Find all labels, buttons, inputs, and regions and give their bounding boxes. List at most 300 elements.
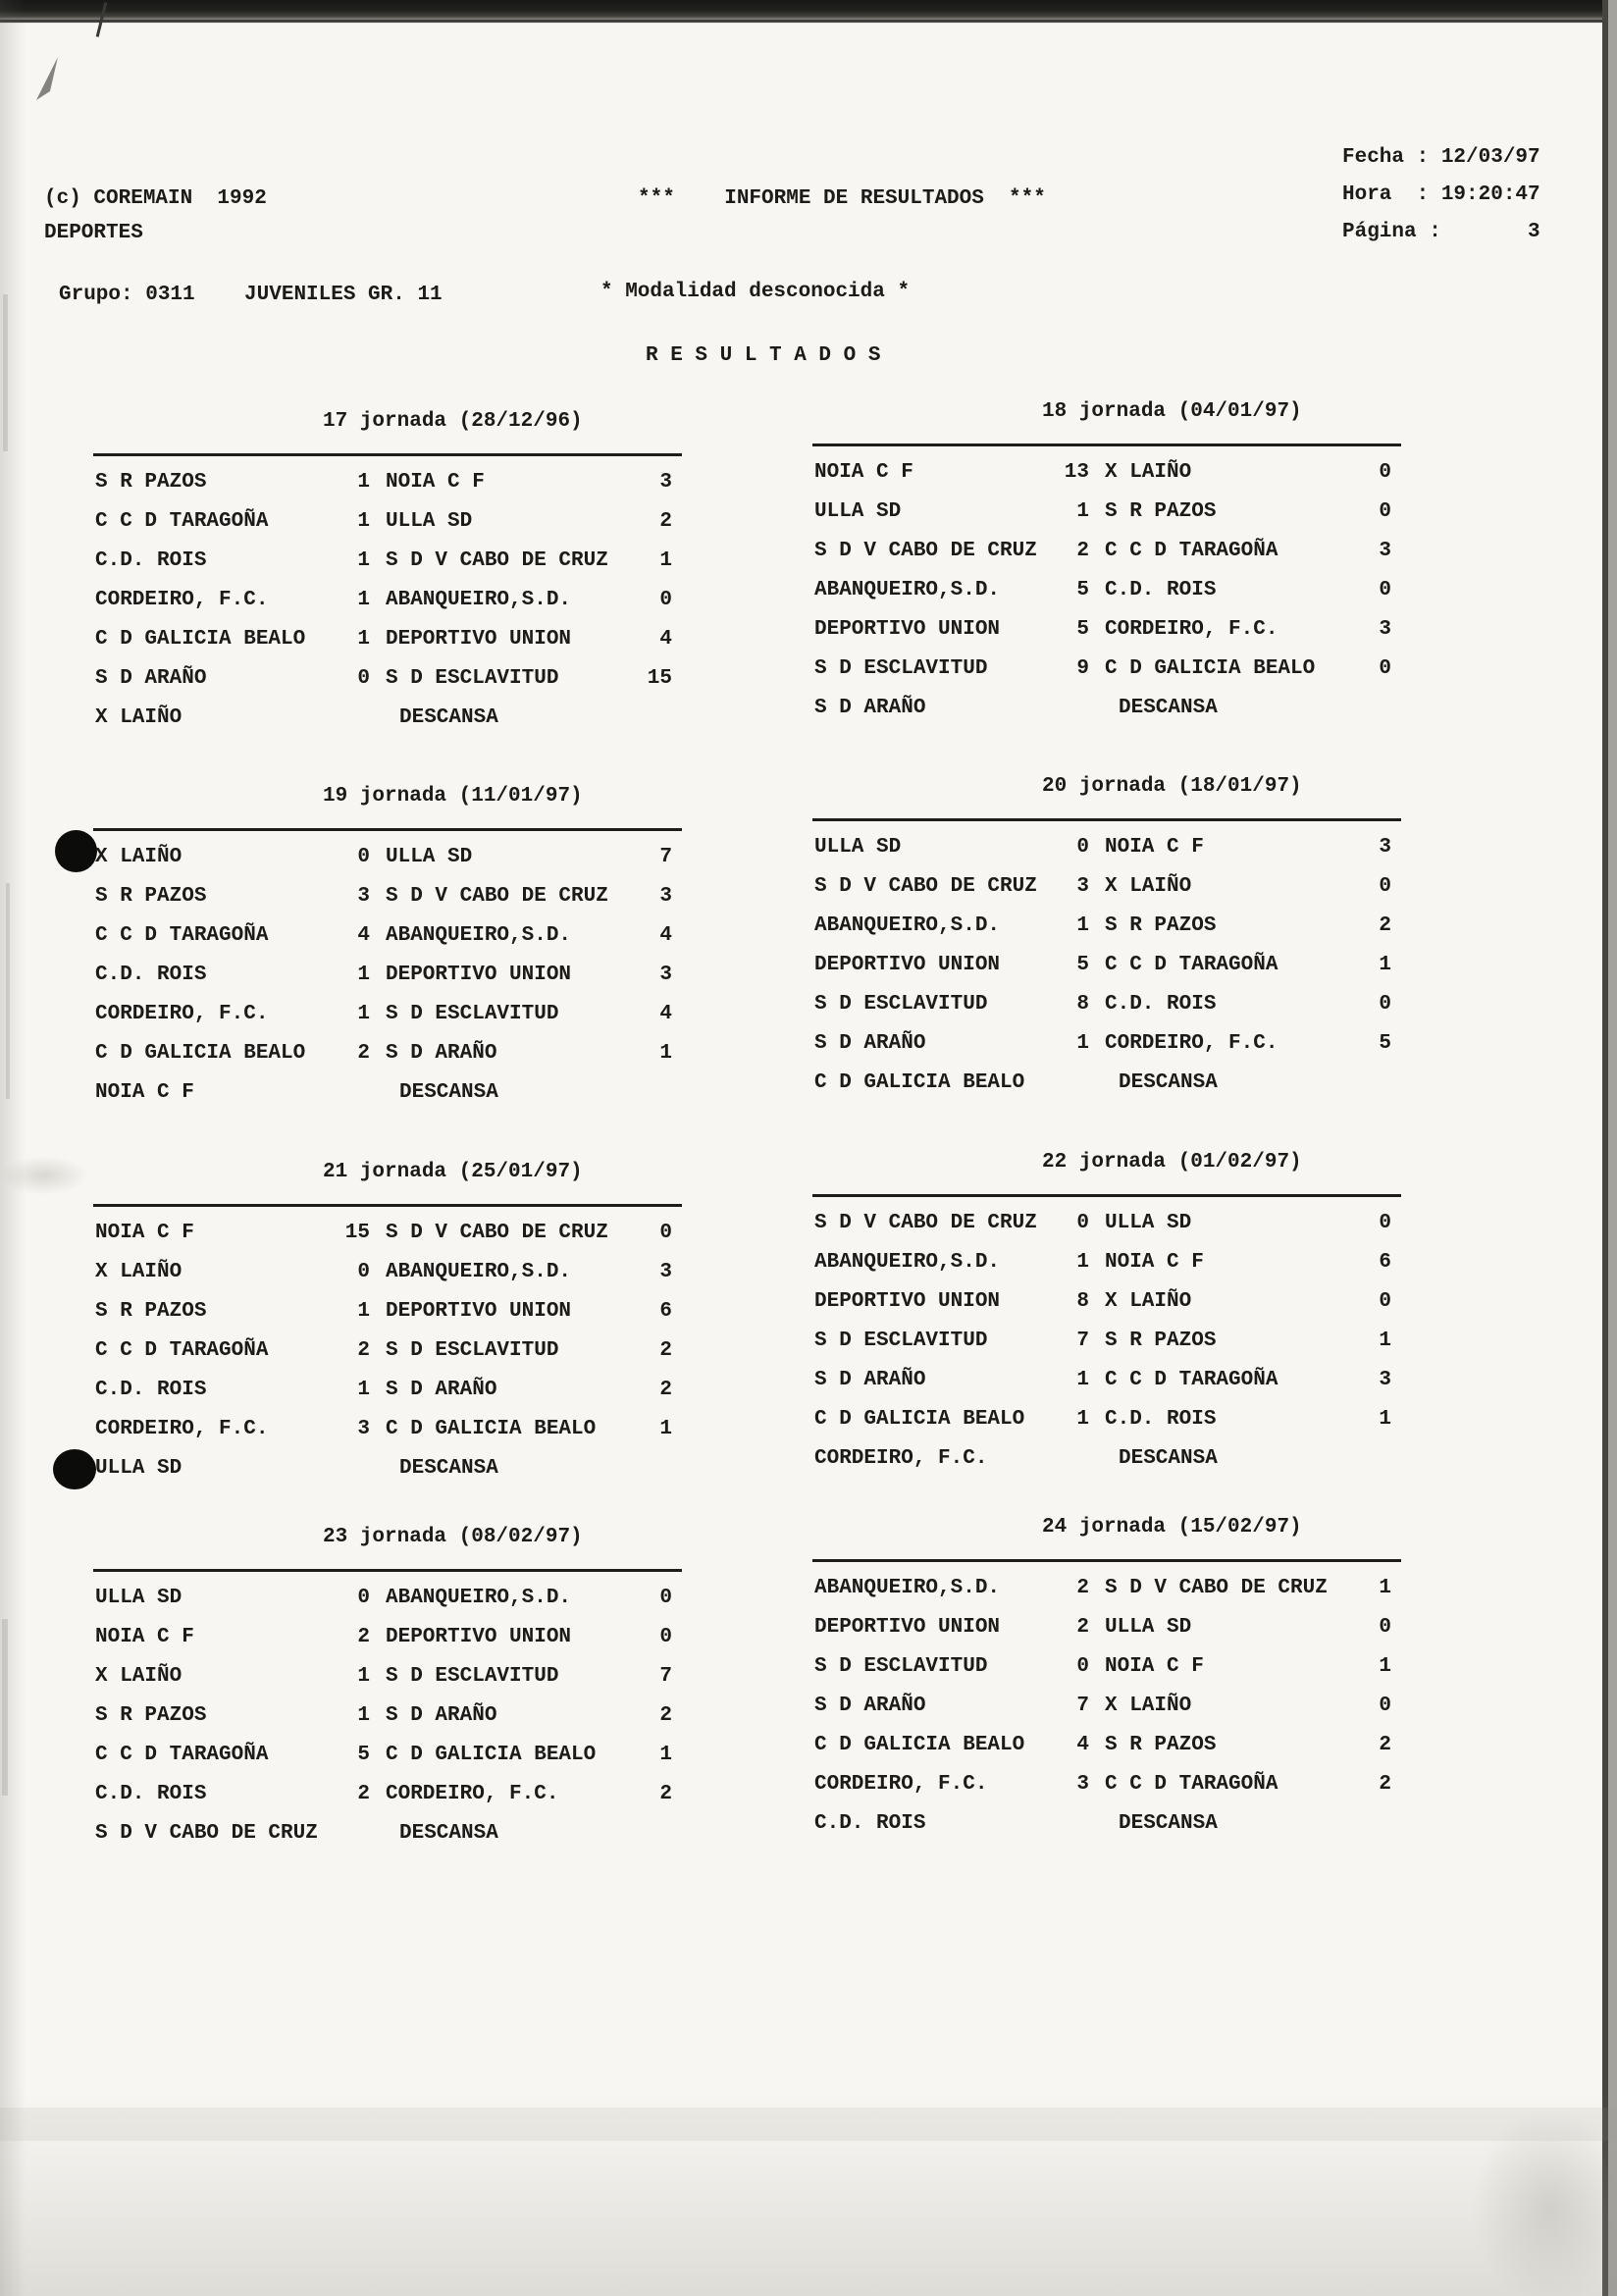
match-row [93,1261,682,1300]
home-score: 3 [1076,875,1089,898]
away-team: CORDEIRO, F.C. [386,1783,559,1805]
match-row [812,540,1401,579]
jornada-title: 18 jornada (04/01/97) [1042,400,1302,423]
home-team: C D GALICIA BEALO [814,1734,1025,1756]
away-score: 1 [659,1418,672,1440]
home-score: 0 [357,846,370,868]
away-score: 4 [659,1003,672,1025]
away-team: C C D TARAGOÑA [1105,1369,1278,1391]
away-team: DEPORTIVO UNION [386,628,572,651]
home-score: 0 [1076,1655,1089,1678]
jornada-table-24 [812,1516,1401,1881]
match-row [812,1695,1401,1734]
away-score: 2 [659,1704,672,1727]
away-score: 3 [659,471,672,494]
department-line: DEPORTES [44,222,143,244]
match-row [812,657,1401,697]
match-row [93,1379,682,1418]
jornada-title: 17 jornada (28/12/96) [323,410,583,433]
home-team: ABANQUEIRO,S.D. [814,1577,1001,1599]
match-row [812,1734,1401,1773]
match-row [93,628,682,667]
away-score: 3 [1379,836,1391,859]
home-score: 1 [357,589,370,611]
home-team: ABANQUEIRO,S.D. [814,579,1001,601]
away-score: 0 [1379,500,1391,523]
away-score: 2 [659,510,672,533]
away-team: CORDEIRO, F.C. [1105,1032,1278,1055]
jornada-title: 24 jornada (15/02/97) [1042,1516,1302,1539]
group-line: Grupo: 0311 JUVENILES GR. 11 [59,284,443,306]
home-team: NOIA C F [95,1626,194,1648]
descansa-label: DESCANSA [1119,697,1218,719]
home-score: 4 [357,924,370,947]
away-score: 0 [659,1222,672,1244]
match-row [812,1616,1401,1655]
match-row [93,1626,682,1665]
away-score: 7 [659,846,672,868]
away-score: 1 [659,1744,672,1766]
away-team: ULLA SD [386,846,473,868]
section-title: R E S U L T A D O S [646,344,881,367]
home-score: 0 [1076,1212,1089,1234]
resting-row [812,697,1401,736]
match-row [93,1222,682,1261]
match-row [812,993,1401,1032]
home-team: CORDEIRO, F.C. [95,589,269,611]
away-team: C C D TARAGOÑA [1105,954,1278,976]
resting-team: ULLA SD [95,1457,183,1480]
away-team: NOIA C F [1105,1251,1204,1274]
away-team: C.D. ROIS [1105,1408,1217,1431]
home-team: C.D. ROIS [95,1379,207,1401]
away-team: S D V CABO DE CRUZ [386,885,608,908]
home-score: 1 [357,549,370,572]
match-row [812,1330,1401,1369]
home-team: S R PAZOS [95,885,207,908]
away-score: 3 [659,885,672,908]
home-score: 1 [1076,500,1089,523]
away-score: 1 [659,549,672,572]
away-score: 3 [1379,540,1391,562]
home-score: 0 [357,1261,370,1283]
away-team: X LAIÑO [1105,875,1192,898]
match-row [812,1212,1401,1251]
home-score: 1 [1076,1369,1089,1391]
away-score: 2 [1379,1734,1391,1756]
away-score: 5 [1379,1032,1391,1055]
home-team: X LAIÑO [95,846,183,868]
home-score: 2 [357,1626,370,1648]
jornada-title: 23 jornada (08/02/97) [323,1526,583,1548]
away-score: 0 [659,1587,672,1609]
home-score: 1 [357,1003,370,1025]
table-rule [93,453,682,456]
home-team: S D ESCLAVITUD [814,1655,988,1678]
match-row [812,1251,1401,1290]
away-score: 2 [1379,914,1391,937]
match-row [93,846,682,885]
home-score: 1 [357,510,370,533]
home-score: 1 [357,1300,370,1323]
descansa-label: DESCANSA [399,1457,498,1480]
home-score: 7 [1076,1330,1089,1352]
match-rows [93,1587,682,1861]
away-score: 1 [1379,1330,1391,1352]
home-team: S D ARAÑO [95,667,207,690]
match-row [812,914,1401,954]
home-score: 4 [1076,1734,1089,1756]
match-row [93,1042,682,1081]
home-score: 2 [1076,540,1089,562]
jornada-table-22 [812,1151,1401,1516]
resting-row [93,1457,682,1496]
match-rows [93,846,682,1121]
jornada-title: 20 jornada (18/01/97) [1042,775,1302,798]
home-team: ULLA SD [95,1587,183,1609]
away-score: 0 [659,1626,672,1648]
match-row [93,1587,682,1626]
away-team: S R PAZOS [1105,1330,1217,1352]
match-row [812,1655,1401,1695]
away-team: C D GALICIA BEALO [386,1744,597,1766]
jornada-title: 22 jornada (01/02/97) [1042,1151,1302,1174]
home-team: X LAIÑO [95,1261,183,1283]
away-team: S D V CABO DE CRUZ [386,549,608,572]
away-team: S D V CABO DE CRUZ [1105,1577,1328,1599]
away-team: S R PAZOS [1105,1734,1217,1756]
away-score: 3 [1379,1369,1391,1391]
home-score: 1 [357,1704,370,1727]
away-score: 2 [659,1379,672,1401]
jornada-table-17 [93,410,682,775]
away-score: 1 [1379,1655,1391,1678]
resting-team: X LAIÑO [95,706,183,729]
away-team: NOIA C F [1105,836,1204,859]
away-score: 0 [1379,875,1391,898]
home-score: 5 [1076,954,1089,976]
home-team: ULLA SD [814,836,902,859]
match-row [812,1577,1401,1616]
away-score: 0 [1379,1616,1391,1639]
away-score: 1 [659,1042,672,1065]
jornada-title: 21 jornada (25/01/97) [323,1161,583,1183]
home-score: 1 [1076,1408,1089,1431]
match-row [93,1003,682,1042]
jornada-table-19 [93,785,682,1150]
home-team: C.D. ROIS [95,1783,207,1805]
home-team: S D ARAÑO [814,1032,926,1055]
home-score: 1 [357,1379,370,1401]
home-score: 13 [1064,461,1089,484]
match-row [93,1704,682,1744]
home-team: S D V CABO DE CRUZ [814,875,1037,898]
home-team: DEPORTIVO UNION [814,618,1001,641]
resting-row [93,1822,682,1861]
home-score: 2 [1076,1577,1089,1599]
match-row [93,667,682,706]
away-score: 0 [1379,1212,1391,1234]
away-team: S D ARAÑO [386,1379,497,1401]
resting-team: C.D. ROIS [814,1812,926,1835]
match-rows [812,461,1401,736]
match-row [93,885,682,924]
away-team: CORDEIRO, F.C. [1105,618,1278,641]
time-line: Hora : 19:20:47 [1342,183,1540,206]
home-team: DEPORTIVO UNION [814,1616,1001,1639]
home-team: C D GALICIA BEALO [95,1042,306,1065]
descansa-label: DESCANSA [1119,1447,1218,1470]
away-team: DEPORTIVO UNION [386,1300,572,1323]
home-team: C.D. ROIS [95,964,207,986]
away-score: 2 [1379,1773,1391,1796]
jornada-table-18 [812,400,1401,765]
descansa-label: DESCANSA [1119,1071,1218,1094]
away-team: S D ESCLAVITUD [386,1339,559,1362]
home-score: 3 [357,1418,370,1440]
home-team: S D ARAÑO [814,1369,926,1391]
away-team: S D ESCLAVITUD [386,1003,559,1025]
jornada-table-23 [93,1526,682,1891]
away-score: 1 [1379,1408,1391,1431]
away-score: 4 [659,628,672,651]
match-row [93,510,682,549]
away-team: ULLA SD [1105,1212,1192,1234]
home-team: NOIA C F [814,461,913,484]
match-row [812,1773,1401,1812]
away-score: 6 [1379,1251,1391,1274]
home-score: 5 [1076,579,1089,601]
away-team: S D ESCLAVITUD [386,1665,559,1688]
home-team: ABANQUEIRO,S.D. [814,1251,1001,1274]
away-team: S D ARAÑO [386,1042,497,1065]
away-team: S R PAZOS [1105,500,1217,523]
away-team: ULLA SD [386,510,473,533]
table-rule [812,1194,1401,1197]
home-score: 2 [357,1783,370,1805]
away-score: 0 [1379,993,1391,1016]
home-score: 9 [1076,657,1089,680]
away-team: ABANQUEIRO,S.D. [386,1587,572,1609]
match-row [812,1369,1401,1408]
jornada-title: 19 jornada (11/01/97) [323,785,583,808]
away-team: NOIA C F [1105,1655,1204,1678]
match-row [93,589,682,628]
home-score: 0 [357,667,370,690]
match-row [812,579,1401,618]
home-score: 7 [1076,1695,1089,1717]
descansa-label: DESCANSA [399,706,498,729]
match-rows [812,836,1401,1111]
home-score: 15 [344,1222,370,1244]
match-row [93,964,682,1003]
resting-team: NOIA C F [95,1081,194,1104]
home-score: 5 [357,1744,370,1766]
match-rows [93,1222,682,1496]
away-team: C C D TARAGOÑA [1105,1773,1278,1796]
resting-team: S D ARAÑO [814,697,926,719]
away-score: 0 [659,589,672,611]
away-team: ULLA SD [1105,1616,1192,1639]
home-team: S D ARAÑO [814,1695,926,1717]
match-rows [812,1577,1401,1852]
home-team: X LAIÑO [95,1665,183,1688]
home-team: C.D. ROIS [95,549,207,572]
away-score: 0 [1379,579,1391,601]
home-score: 8 [1076,1290,1089,1313]
home-score: 3 [1076,1773,1089,1796]
resting-row [812,1447,1401,1487]
home-team: S D ESCLAVITUD [814,993,988,1016]
away-score: 0 [1379,461,1391,484]
away-team: C C D TARAGOÑA [1105,540,1278,562]
table-rule [812,444,1401,446]
table-rule [93,1569,682,1572]
away-score: 3 [1379,618,1391,641]
match-row [812,954,1401,993]
away-team: C.D. ROIS [1105,993,1217,1016]
home-score: 1 [1076,1032,1089,1055]
home-score: 1 [1076,1251,1089,1274]
home-score: 5 [1076,618,1089,641]
away-team: S D ARAÑO [386,1704,497,1727]
away-score: 3 [659,1261,672,1283]
away-score: 2 [659,1783,672,1805]
away-team: C D GALICIA BEALO [1105,657,1316,680]
match-row [93,1418,682,1457]
away-score: 4 [659,924,672,947]
away-score: 0 [1379,1290,1391,1313]
home-score: 3 [357,885,370,908]
report-title: *** INFORME DE RESULTADOS *** [638,187,1046,210]
match-row [812,875,1401,914]
away-team: DEPORTIVO UNION [386,1626,572,1648]
away-score: 0 [1379,1695,1391,1717]
resting-row [93,1081,682,1121]
away-team: C.D. ROIS [1105,579,1217,601]
descansa-label: DESCANSA [399,1081,498,1104]
away-score: 6 [659,1300,672,1323]
away-team: ABANQUEIRO,S.D. [386,924,572,947]
away-team: DEPORTIVO UNION [386,964,572,986]
away-team: X LAIÑO [1105,1695,1192,1717]
match-row [93,1665,682,1704]
home-team: C C D TARAGOÑA [95,924,269,947]
home-score: 1 [357,628,370,651]
resting-team: C D GALICIA BEALO [814,1071,1025,1094]
match-row [93,549,682,589]
match-row [93,1783,682,1822]
match-row [812,1408,1401,1447]
home-score: 1 [1076,914,1089,937]
descansa-label: DESCANSA [399,1822,498,1845]
away-team: S D V CABO DE CRUZ [386,1222,608,1244]
away-team: ABANQUEIRO,S.D. [386,1261,572,1283]
home-team: CORDEIRO, F.C. [95,1418,269,1440]
page-line: Página : 3 [1342,221,1540,243]
descansa-label: DESCANSA [1119,1812,1218,1835]
table-rule [93,828,682,831]
home-score: 8 [1076,993,1089,1016]
away-team: X LAIÑO [1105,461,1192,484]
home-team: S R PAZOS [95,471,207,494]
home-team: S D V CABO DE CRUZ [814,1212,1037,1234]
match-row [812,1032,1401,1071]
away-score: 1 [1379,954,1391,976]
resting-team: CORDEIRO, F.C. [814,1447,988,1470]
away-score: 2 [659,1339,672,1362]
home-score: 2 [357,1339,370,1362]
match-row [93,1339,682,1379]
away-team: NOIA C F [386,471,485,494]
home-team: S R PAZOS [95,1704,207,1727]
home-team: S D V CABO DE CRUZ [814,540,1037,562]
match-row [93,1744,682,1783]
jornada-table-20 [812,775,1401,1140]
match-row [812,500,1401,540]
resting-row [812,1071,1401,1111]
table-rule [812,818,1401,821]
home-score: 2 [357,1042,370,1065]
home-team: S R PAZOS [95,1300,207,1323]
home-team: ULLA SD [814,500,902,523]
away-team: ABANQUEIRO,S.D. [386,589,572,611]
copyright-line: (c) COREMAIN 1992 [44,187,267,210]
home-team: DEPORTIVO UNION [814,954,1001,976]
match-row [93,471,682,510]
home-score: 1 [357,964,370,986]
away-score: 3 [659,964,672,986]
jornada-table-21 [93,1161,682,1526]
home-team: C D GALICIA BEALO [95,628,306,651]
home-score: 1 [357,1665,370,1688]
match-row [812,461,1401,500]
home-team: CORDEIRO, F.C. [95,1003,269,1025]
home-team: ABANQUEIRO,S.D. [814,914,1001,937]
home-score: 0 [1076,836,1089,859]
home-team: S D ESCLAVITUD [814,1330,988,1352]
home-team: S D ESCLAVITUD [814,657,988,680]
home-score: 1 [357,471,370,494]
resting-row [93,706,682,746]
away-team: X LAIÑO [1105,1290,1192,1313]
home-score: 2 [1076,1616,1089,1639]
match-rows [93,471,682,746]
away-score: 7 [659,1665,672,1688]
away-score: 1 [1379,1577,1391,1599]
away-score: 15 [647,667,672,690]
home-team: C C D TARAGOÑA [95,1339,269,1362]
home-team: NOIA C F [95,1222,194,1244]
match-rows [812,1212,1401,1487]
resting-team: S D V CABO DE CRUZ [95,1822,318,1845]
match-row [812,1290,1401,1330]
home-team: DEPORTIVO UNION [814,1290,1001,1313]
modality-note: * Modalidad desconocida * [600,281,911,303]
home-score: 0 [357,1587,370,1609]
home-team: CORDEIRO, F.C. [814,1773,988,1796]
match-row [93,924,682,964]
away-team: C D GALICIA BEALO [386,1418,597,1440]
table-rule [93,1204,682,1207]
match-row [812,836,1401,875]
match-row [812,618,1401,657]
home-team: C C D TARAGOÑA [95,1744,269,1766]
date-line: Fecha : 12/03/97 [1342,146,1540,169]
home-team: C C D TARAGOÑA [95,510,269,533]
away-team: S R PAZOS [1105,914,1217,937]
away-score: 0 [1379,657,1391,680]
